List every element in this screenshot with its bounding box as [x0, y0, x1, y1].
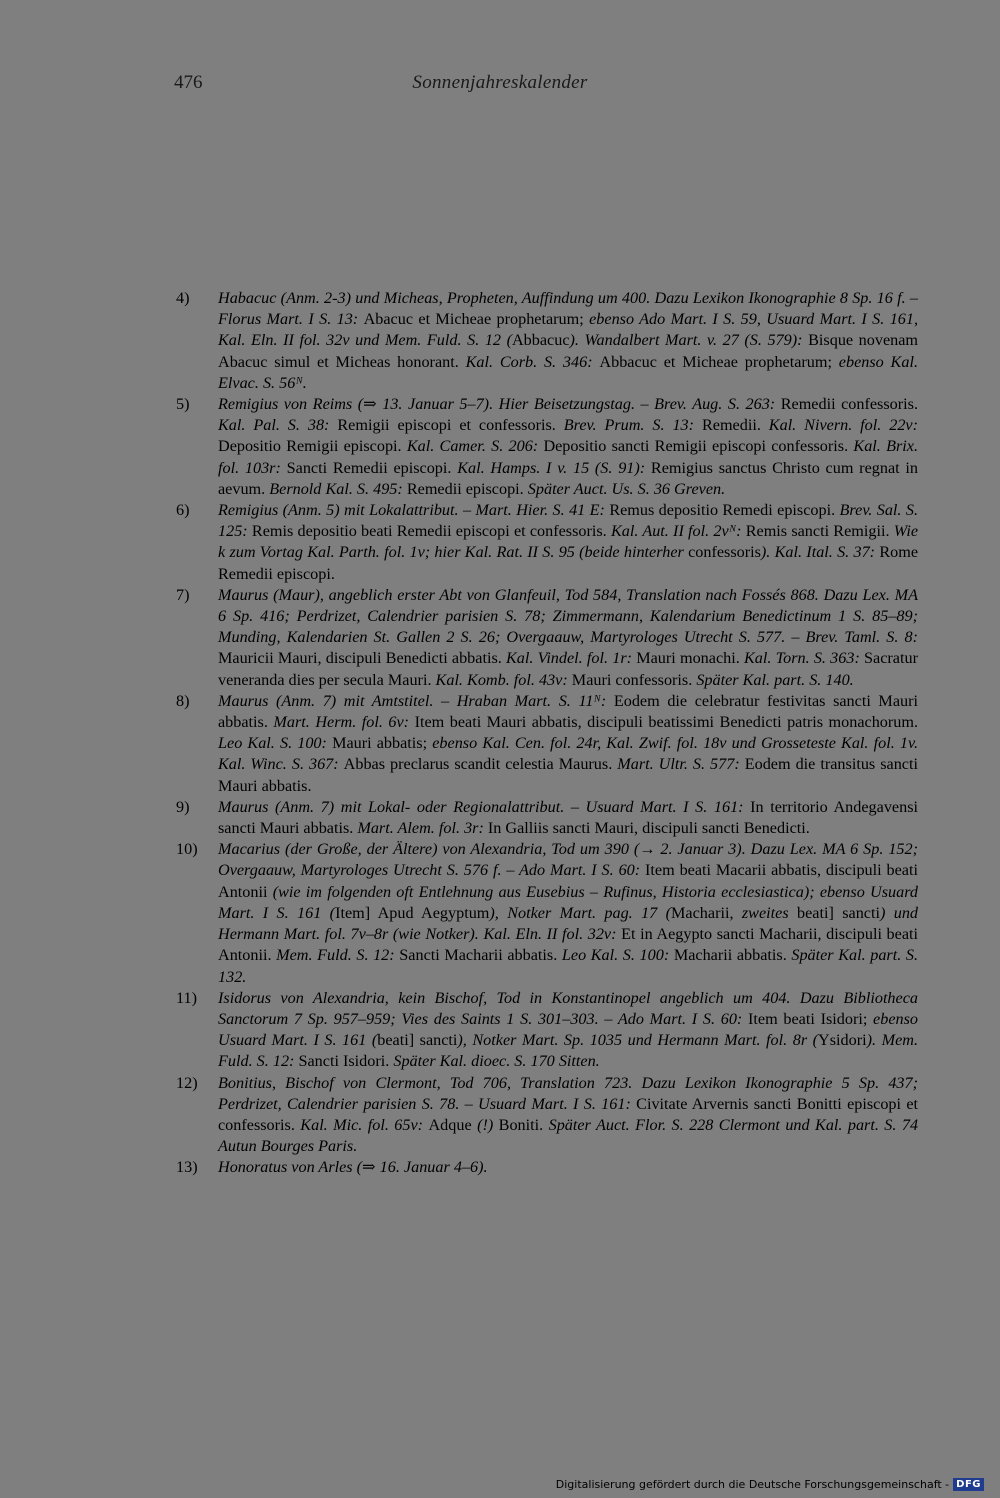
footnote — [176, 288, 918, 394]
footnote-quote-text: Bisque novenam Abacuc simul et Micheas honorant. — [218, 331, 918, 371]
footnote-number: 12) — [176, 1073, 198, 1092]
footnote-quote-text: Et in Aegypto sancti Macharii, discipuli beati Antonii. — [218, 925, 918, 965]
footnote-reference-text: Leo Kal. S. 100: — [218, 734, 333, 753]
footnote-reference-text: Kal. Vindel. fol. 1r: — [506, 649, 637, 668]
footnote-reference-text: Später Auct. Us. S. 36 Greven. — [527, 479, 726, 498]
footnote-reference-text: ), Notker Mart. pag. 17 ( — [489, 903, 672, 922]
footnote-quote-text: Depositio Remigii episcopi. — [218, 437, 407, 456]
footnote-quote-text: Adque — [428, 1115, 478, 1134]
footnote-reference-text: Kal. Aut. II fol. 2vᴺ: — [610, 522, 746, 541]
footnote-quote-text: In Galliis sancti Mauri, discipuli sancti Benedicti. — [487, 819, 810, 838]
footnote-quote-text: confessoris — [688, 543, 761, 562]
footnote-reference-text: Später Auct. Flor. S. 228 Clermont und Kal. part. S. 74 Autun Bourges Paris. — [218, 1115, 919, 1156]
footnote — [176, 691, 918, 797]
footnote-quote-text: Boniti. — [498, 1115, 549, 1134]
footnote-quote-text: beati] sancti — [377, 1031, 458, 1050]
footnote-number: 10) — [176, 840, 198, 859]
footer-text: Digitalisierung gefördert durch die Deutsche Forschungsgemeinschaft - — [555, 1478, 950, 1491]
footnote-number: 11) — [176, 988, 197, 1007]
footnote-quote-text: beati] sancti — [797, 903, 880, 922]
footnote-number: 8) — [176, 691, 190, 710]
footnote — [176, 988, 918, 1073]
footnote-reference-text: Maurus (Anm. 7) mit Amtstitel. – Hraban Mart. S. 11ᴺ: — [218, 691, 614, 710]
footnote-quote-text: In territorio Andegavensi sancti Mauri abbatis. — [218, 797, 918, 838]
footnote-reference-text: Bonitius, Bischof von Clermont, Tod 706, Translation 723. Dazu Lexikon Ikonographie 5 Sp. 437; Perdrizet, Calendrier parisien S. 78. – Usuard Mart. I S. 161: — [218, 1073, 918, 1113]
footnote — [176, 1157, 918, 1178]
footnote-quote-text: Sancti Remedii episcopi. — [286, 458, 458, 477]
footnote-reference-text: Remigius (Anm. 5) mit Lokalattribut. – Mart. Hier. S. 41 E: — [218, 501, 610, 520]
footnote-reference-text: Leo Kal. S. 100: — [561, 946, 674, 965]
footnote-reference-text: Später Kal. dioec. S. 170 Sitten. — [393, 1052, 600, 1071]
running-title: Sonnenjahreskalender — [412, 72, 588, 93]
footnote-reference-text: Kal. Corb. S. 346: — [465, 352, 600, 371]
footnote-reference-text: Mart. Ultr. S. 577: — [617, 755, 745, 774]
footnote-quote-text: Item beati Macarii abbatis, discipuli beati Antonii — [218, 861, 918, 901]
footnote-quote-text: Macharii, — [671, 903, 742, 922]
page-number: 476 — [174, 72, 203, 93]
footnotes-section — [176, 288, 918, 1179]
footnote-quote-text: Ysidori — [818, 1031, 867, 1050]
footnote-quote-text: Abbas preclarus scandit celestia Maurus. — [343, 755, 618, 774]
footnote-reference-text: Später Kal. part. S. 140. — [696, 670, 854, 689]
footnote-reference-text: Mart. Alem. fol. 3r: — [357, 819, 488, 838]
footnote-quote-text: Abacuc et Micheae prophetarum; — [363, 310, 590, 329]
footnote-reference-text: Isidorus von Alexandria, kein Bischof, Tod in Konstantinopel angeblich um 404. Dazu Bibliotheca Sanctorum 7 Sp. 957–959; Vies des Saints 1 S. 301–303. – Ado Mart. I S. 60: — [218, 988, 918, 1028]
footnote-reference-text: Macarius (der Große, der Ältere) von Alexandria, Tod um 390 (→ 2. Januar 3). Dazu Lex. MA 6 Sp. 152; Overgaauw, Martyrologes Utrecht S. 576 f. – Ado Mart. I S. 60: — [218, 840, 918, 880]
footnote-reference-text: Brev. Sal. S. 125: — [218, 501, 918, 541]
footnote-reference-text: Mart. Herm. fol. 6v: — [273, 713, 415, 732]
footnote-quote-text: Sancti Isidori. — [298, 1052, 394, 1071]
footnote-quote-text: Remedii. — [701, 416, 769, 435]
footnote-reference-text: ). Mem. Fuld. S. 12: — [218, 1031, 918, 1071]
footnote-reference-text: ebenso Ado Mart. I S. 59, Usuard Mart. I S. 161, Kal. Eln. II fol. 32v und Mem. Fuld. S. 12 ( — [218, 310, 919, 350]
footnote-reference-text: Bernold Kal. S. 495: — [269, 479, 407, 498]
footnote-reference-text: ebenso Usuard Mart. I S. 161 ( — [218, 1009, 918, 1050]
footnote-reference-text: Remigius von Reims (⇒ 13. Januar 5–7). Hier Beisetzungstag. – Brev. Aug. S. 263: — [218, 395, 781, 414]
footnote-reference-text: Brev. Prum. S. 13: — [563, 416, 702, 435]
footnote-quote-text: Remis depositio beati Remedii episcopi et confessoris. — [251, 522, 611, 541]
footnote — [176, 500, 918, 585]
footnote-reference-text: ). Wandalbert Mart. v. 27 (S. 579): — [569, 331, 809, 350]
footnote-reference-text: Mem. Fuld. S. 12: — [276, 946, 400, 965]
footnote-number: 7) — [176, 585, 190, 604]
footer-credit — [556, 1478, 984, 1491]
footnote-number: 5) — [176, 395, 190, 414]
footnote-quote-text: Eodem die celebratur festivitas sancti Mauri abbatis. — [218, 691, 918, 732]
footnote-reference-text: Kal. Mic. fol. 65v: — [300, 1115, 429, 1134]
footnote — [176, 394, 918, 500]
footnote-reference-text: ebenso Kal. Elvac. S. 56ᴺ. — [218, 352, 918, 392]
footnote-quote-text: Item beati Isidori; — [748, 1009, 874, 1028]
footnote-quote-text: Item beati Mauri abbatis, discipuli beatissimi Benedicti patris monachorum. — [414, 713, 919, 732]
footnote-reference-text: Kal. Komb. fol. 43v: — [435, 670, 572, 689]
footnote-reference-text: ), Notker Mart. Sp. 1035 und Hermann Mart. fol. 8r ( — [457, 1031, 819, 1050]
footnote-quote-text: Rome Remedii episcopi. — [218, 543, 919, 583]
footnote-reference-text: Kal. Hamps. I v. 15 (S. 91): — [457, 458, 651, 477]
footnote-quote-text: Mauri monachi. — [636, 649, 744, 668]
footnote-reference-text: ) und Hermann Mart. fol. 7v–8r (wie Notker). Kal. Eln. II fol. 32v: — [218, 903, 919, 944]
footnote — [176, 1073, 918, 1158]
footnote-reference-text: (!) — [477, 1115, 499, 1134]
footnote-reference-text: Später Kal. part. S. 132. — [218, 946, 919, 986]
footnote — [176, 839, 918, 987]
footnote-reference-text: Habacuc (Anm. 2-3) und Micheas, Propheten, Auffindung um 400. Dazu Lexikon Ikonographie 8 Sp. 16 f. – Florus Mart. I S. 13: — [218, 289, 918, 329]
footnote-reference-text: Kal. Nivern. fol. 22v: — [768, 416, 918, 435]
footnote-reference-text: Maurus (Maur), angeblich erster Abt von Glanfeuil, Tod 584, Translation nach Fossés 868. Dazu Lex. MA 6 Sp. 416; Perdrizet, Calendrier parisien S. 78; Zimmermann, Kalendarium Benedictinum 1 S. 85–89; Munding, Kalendarien St. Gallen 2 S. 26; Overgaauw, Martyrologes Utrecht S. 577. – Brev. Taml. S. 8: — [218, 585, 918, 647]
footnote-number: 6) — [176, 501, 190, 520]
footnote-reference-text: Maurus (Anm. 7) mit Lokal- oder Regionalattribut. – Usuard Mart. I S. 161: — [218, 797, 751, 816]
footnote-number: 4) — [176, 289, 190, 307]
footnote-reference-text: zweites — [741, 903, 797, 922]
footnote-quote-text: Mauri abbatis; — [332, 734, 433, 753]
footnote-quote-text: Sacratur veneranda dies per secula Mauri. — [218, 649, 918, 689]
footnote-reference-text: Kal. Brix. fol. 103r: — [218, 437, 918, 477]
footnote-reference-text: Kal. Torn. S. 363: — [743, 649, 865, 668]
footnote-quote-text: Sancti Macharii abbatis. — [399, 946, 562, 965]
dfg-logo-icon: DFG — [953, 1478, 984, 1491]
footnote-quote-text: Remedii episcopi. — [406, 479, 528, 498]
footnote — [176, 585, 918, 691]
footnote-quote-text: Item] Apud Aegyptum — [335, 903, 490, 922]
footnote-quote-text: Mauri confessoris. — [571, 670, 697, 689]
footnote-quote-text: Abbacuc — [511, 331, 570, 350]
footnote-reference-text: Wie k zum Vortag Kal. Parth. fol. 1v; hier Kal. Rat. II S. 95 (beide hinterher — [218, 522, 919, 562]
footnote-quote-text: Depositio sancti Remigii episcopi confessoris. — [543, 437, 854, 456]
footnote-quote-text: Remigii episcopi et confessoris. — [337, 416, 564, 435]
footnote-quote-text: Eodem die transitus sancti Mauri abbatis. — [218, 755, 918, 795]
footnote-reference-text: ). Kal. Ital. S. 37: — [760, 543, 880, 562]
footnote-reference-text: Kal. Camer. S. 206: — [406, 437, 544, 456]
footnote-reference-text: (wie im folgenden oft Entlehnung aus Eusebius – Rufinus, Historia ecclesiastica); ebenso Usuard Mart. I S. 161 ( — [218, 882, 918, 922]
footnote-quote-text: Abbacuc et Micheae prophetarum; — [599, 352, 839, 371]
footnote-quote-text: Mauricii Mauri, discipuli Benedicti abbatis. — [218, 649, 506, 668]
footnote-quote-text: Macharii abbatis. — [673, 946, 792, 965]
footnote-number: 13) — [176, 1158, 198, 1177]
footnote-quote-text: Remus depositio Remedi episcopi. — [609, 501, 840, 520]
footnote-quote-text: Civitate Arvernis sancti Bonitti episcopi et confessoris. — [218, 1094, 919, 1134]
footnote-quote-text: Remis sancti Remigii. — [745, 522, 894, 541]
footnote-quote-text: Remigius sanctus Christo cum regnat in aevum. — [218, 458, 918, 498]
footnote-number: 9) — [176, 797, 190, 816]
footnote-reference-text: Honoratus von Arles (⇒ 16. Januar 4–6). — [218, 1158, 488, 1177]
footnote-reference-text: ebenso Kal. Cen. fol. 24r, Kal. Zwif. fol. 18v und Grosseteste Kal. fol. 1v. Kal. Winc. S. 367: — [218, 734, 918, 774]
footnote-reference-text: Kal. Pal. S. 38: — [218, 416, 338, 435]
footnote — [176, 797, 918, 839]
footnote-quote-text: Remedii confessoris. — [780, 395, 918, 414]
